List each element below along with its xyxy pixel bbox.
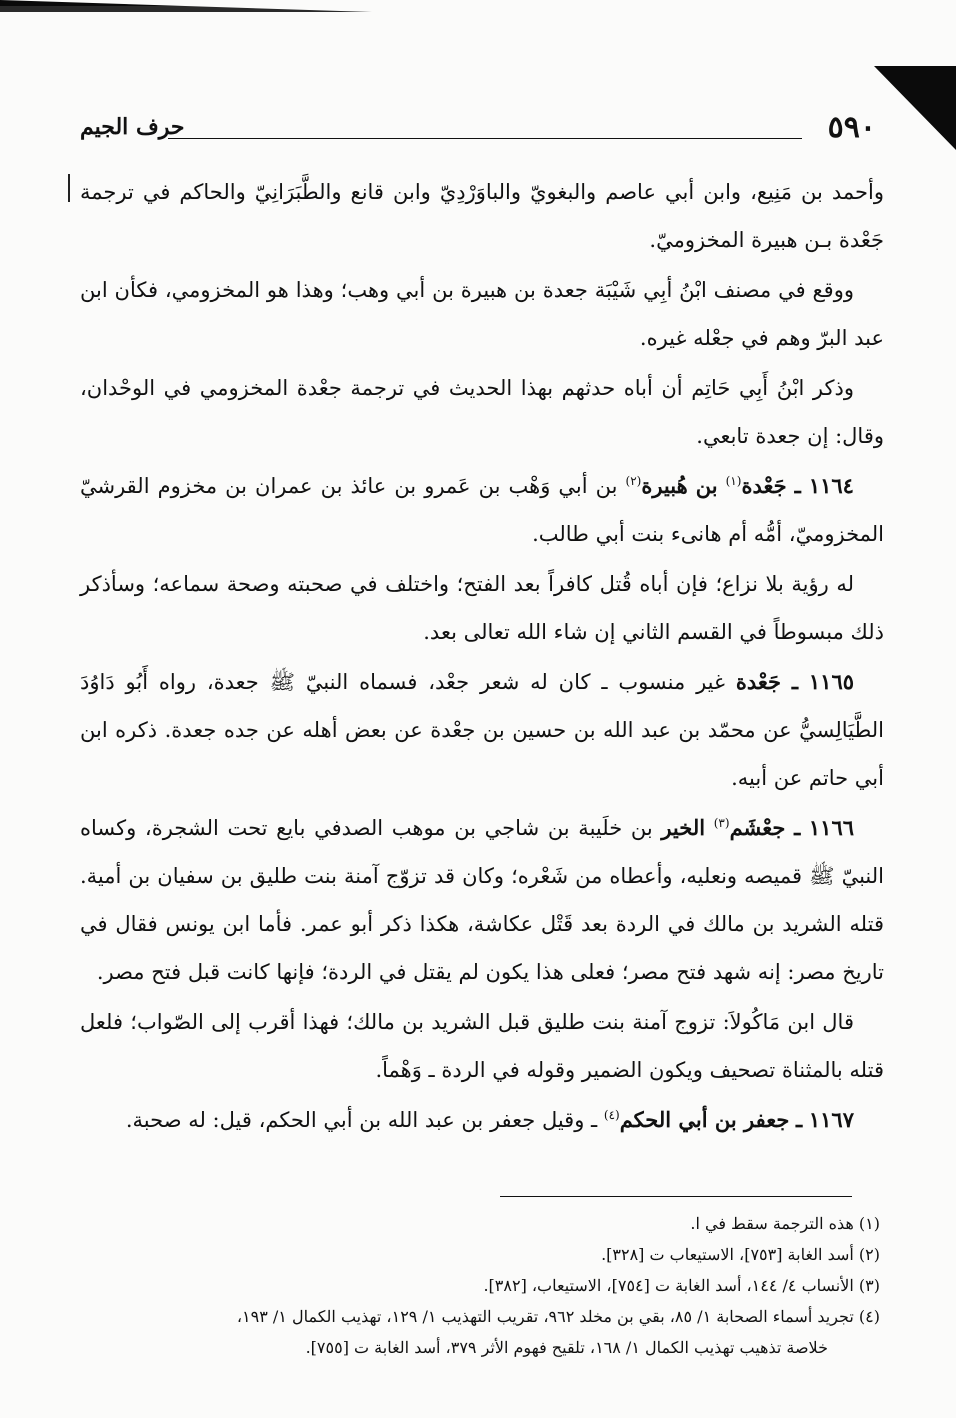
footnote-rule (500, 1196, 852, 1197)
entry-text: بن أبي وَهْب بن عَمرو بن عائذ بن عمران بن مخزوم القرشيّ المخزوميّ، أمُّه أم هانىء بنت أبي طالب. (80, 474, 884, 546)
entry-dash: ـ (796, 1107, 803, 1132)
entry-dash: ـ (794, 473, 801, 498)
entry-1164 (80, 462, 884, 558)
footnote: (١) هذه الترجمة سقط في ا. (690, 1214, 880, 1233)
entry-name-2: الخير (661, 815, 706, 840)
footnote-ref: (٢) (625, 474, 642, 488)
footnote: (٢) أسد الغابة [٧٥٣]، الاستيعاب ت [٣٢٨]. (601, 1245, 880, 1264)
entry-dash: ـ (791, 669, 799, 694)
footnote-ref: (١) (725, 474, 742, 488)
entry-number: ١١٦٥ (808, 669, 855, 694)
footnotes (80, 1208, 880, 1363)
entry-ibn: بن (695, 473, 718, 498)
entry-name-2: هُبيرة (641, 473, 688, 498)
entry-1165 (80, 658, 884, 802)
footnote: (٤) تجريد أسماء الصحابة ١/ ٨٥، بقي بن مخلد ٩٦٢، تقريب التهذيب ١/ ١٢٩، تهذيب الكمال ١/ ١٩٣، (236, 1307, 880, 1326)
entry-number: ١١٦٦ (808, 815, 855, 840)
entry-name: جَعْدة (741, 473, 787, 498)
entry-text: غير منسوب ـ كان له شعر جعْد، فسماه النبيّ ﷺ جعدة، رواه أَبُو دَاوُدَ الطَّيَالِسيُّ عن محمّد بن عبد الله بن حسين بن جعْدة عن بعض أهله عن جده جعدة. ذكره ابن أبي حاتم عن أبيه. (80, 670, 884, 790)
paragraph: له رؤية بلا نزاع؛ فإن أباه قُتل كافراً بعد الفتح؛ واختلف في صحبته وصحة سماعه؛ وسأذكر ذلك مبسوطاً في القسم الثاني إن شاء الله تعالى بعد. (80, 572, 884, 644)
page-number: ٥٩٠ (827, 110, 876, 145)
entry-text: ـ وقيل جعفر بن عبد الله بن أبي الحكم، قيل: له صحبة. (125, 1108, 598, 1132)
entry-number: ١١٦٧ (808, 1107, 854, 1132)
footnote-ref: (٣) (713, 816, 730, 830)
entry-number: ١١٦٤ (808, 473, 854, 498)
entry-name: جعْشَم (729, 815, 786, 840)
footnote: (٣) الأنساب ٤/ ١٤٤، أسد الغابة ت [٧٥٤]، الاستيعاب، [٣٨٢]. (483, 1276, 880, 1295)
entry-name: جعفر بن أبي الحكم (619, 1107, 790, 1132)
entry-1166 (80, 804, 884, 996)
paragraph: وذكر ابْنُ أَبِي حَاتِم أن أباه حدثهم بهذا الحديث في ترجمة جعْدة المخزومي في الوحْدان، وقال: إن جعدة تابعي. (80, 376, 884, 448)
margin-mark (68, 174, 70, 202)
page-header (80, 108, 876, 152)
entry-1167 (80, 1096, 884, 1144)
entry-dash: ـ (794, 815, 801, 840)
footnote-continuation: خلاصة تذهيب تهذيب الكمال ١/ ١٦٨، تلقيح فهوم الأثر ٣٧٩، أسد الغابة ت [٧٥٥]. (305, 1338, 828, 1357)
entry-text: بن خلَيبة بن شاجي بن موهب الصدفي بايع تحت الشجرة، وكساه النبيّ ﷺ قميصه ونعليه، وأعطاه من شَعْره؛ وكان قد تزوّج آمنة بنت طليق بن سفيان بن أمية. قتله الشريد بن مالك في الردة بعد قَتْل عكاشة، هكذا ذكر أبو عمر. فأما ابن يونس فقال في تاريخ مصر: إنه شهد فتح مصر؛ فعلى هذا يكون لم يقتل في الردة؛ فإنها كانت قبل فتح مصر. (80, 816, 884, 984)
footnote-ref: (٤) (603, 1108, 620, 1122)
entry-name: جَعْدة (735, 669, 782, 694)
scan-edge-bar (0, 0, 372, 20)
running-title: حرف الجيم (80, 114, 185, 140)
paragraph: ووقع في مصنف ابْنُ أبِي شَيْبَة جعدة بن هبيرة بن أبي وهب؛ وهذا هو المخزومي، فكأن ابن عبد البرّ وهم في جعْله غيره. (80, 278, 884, 350)
paragraph: وأحمد بن مَنِيع، وابن أبي عاصم والبغويّ والباوَرْدِيّ وابن قانع والطَّبَرَانِيّ والحاكم في ترجمة جَعْدة بـن هبيرة المخزوميّ. (80, 180, 884, 252)
header-rule (168, 138, 802, 139)
paragraph: قال ابن مَاكُولاَ: تزوج آمنة بنت طليق قبل الشريد بن مالك؛ فهذا أقرب إلى الصّواب؛ فلعل قتله بالمثناة تصحيف ويكون الضمير وقوله في الردة ـ وَهْماً. (80, 1010, 884, 1082)
scan-corner-mark (874, 66, 956, 150)
main-text (80, 168, 884, 1146)
